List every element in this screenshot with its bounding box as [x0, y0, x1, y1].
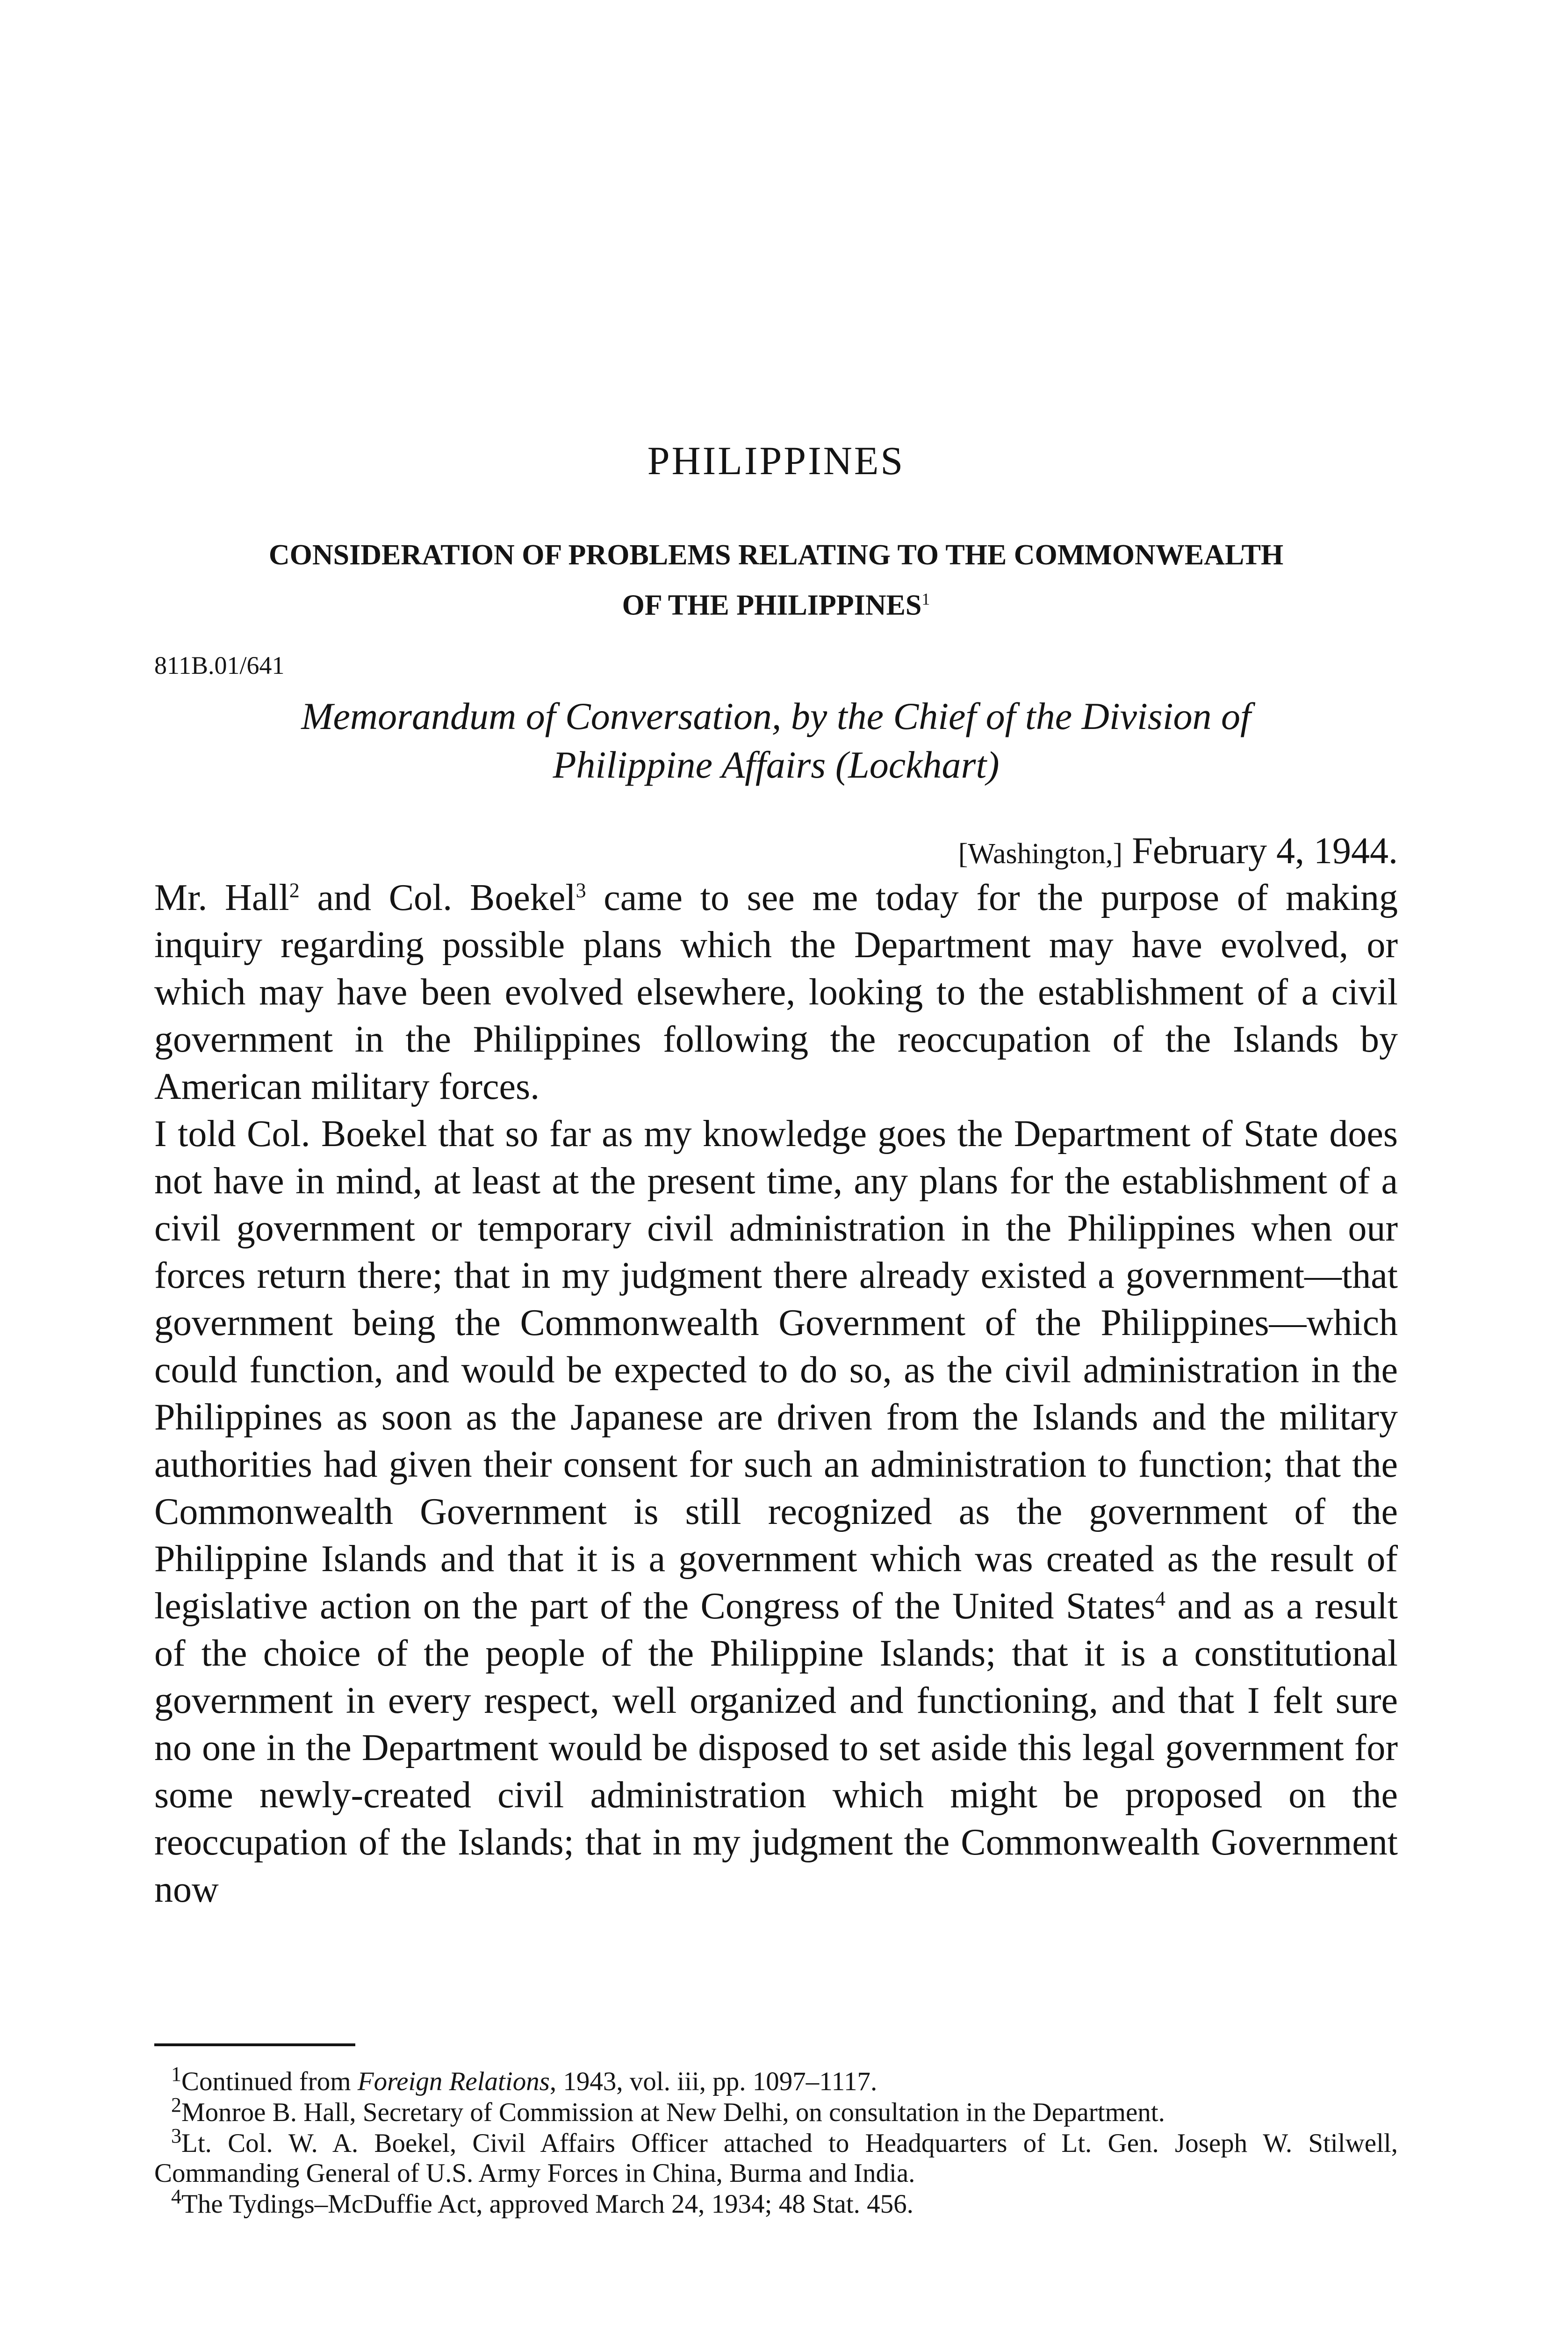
paragraph-1-part-b: and Col. Boekel: [299, 877, 576, 918]
subject-heading-line-2: [154, 577, 1398, 628]
footnote-4-text: The Tydings–McDuffie Act, approved March 24, 1934; 48 Stat. 456.: [181, 2189, 913, 2219]
paragraph-1: [154, 874, 1398, 1111]
dateline-date: February 4, 1944.: [1132, 830, 1398, 872]
footnote-divider: [154, 2043, 355, 2046]
footnote-4: [154, 2185, 1398, 2219]
footnote-4-marker: 4: [171, 2185, 181, 2208]
footnote-1: [154, 2063, 1398, 2097]
footnote-3-text: Lt. Col. W. A. Boekel, Civil Affairs Officer attached to Headquarters of Lt. Gen. Joseph W. Stilwell, Commanding General of U.S. Army Forces in China, Burma and India.: [154, 2129, 1398, 2188]
footnote-1-italic: Foreign Relations: [357, 2067, 550, 2096]
footnote-ref-4: 4: [1155, 1587, 1166, 1610]
dateline-place: [Washington,]: [958, 838, 1123, 870]
document-title-line-2: Philippine Affairs (Lockhart): [553, 743, 1000, 786]
section-title: PHILIPPINES: [647, 438, 905, 483]
paragraph-2-part-b: and as a result of the choice of the people of the Philippine Islands; that it is a constitutional government in every respect, well organized and functioning, and that I felt sure no one in the Department would be disposed to set aside this legal government for some newly-created civil administration which might be proposed on the reoccupation of the Islands; that in my judgment the Commonwealth Government now: [154, 1586, 1398, 1910]
footnote-ref-3: 3: [575, 879, 586, 902]
footnote-3-marker: 3: [171, 2124, 181, 2147]
footnote-ref-2: 2: [289, 879, 300, 902]
document-title-line-1: Memorandum of Conversation, by the Chief of the Division of: [301, 695, 1251, 737]
footnote-1-text: Continued from: [181, 2067, 358, 2096]
paragraph-2: [154, 1111, 1398, 1913]
footnote-1-marker: 1: [171, 2063, 181, 2085]
footnote-1-text-after: , 1943, vol. iii, pp. 1097–1117.: [549, 2067, 878, 2096]
subject-heading-line-1: CONSIDERATION OF PROBLEMS RELATING TO THE COMMONWEALTH: [268, 539, 1284, 571]
footnote-2-marker: 2: [171, 2093, 181, 2116]
subject-heading-line-2-text: OF THE PHILIPPINES: [622, 589, 922, 621]
subject-heading: [154, 533, 1398, 628]
body-text: [154, 874, 1398, 1913]
footnote-2-text: Monroe B. Hall, Secretary of Commission at New Delhi, on consultation in the Department.: [181, 2098, 1165, 2127]
paragraph-1-part-a: Mr. Hall: [154, 877, 289, 918]
dateline: [154, 830, 1398, 873]
paragraph-1-part-c: came to see me today for the purpose of making inquiry regarding possible plans which the Department may have evolved, or which may have been evolved elsewhere, looking to the establishment of a civil government in the Philippines following the reoccupation of the Islands by American military forces.: [154, 877, 1398, 1107]
footnote-2: [154, 2093, 1398, 2128]
document-title: [154, 692, 1398, 789]
footnote-ref-1: 1: [921, 590, 930, 608]
paragraph-2-part-a: I told Col. Boekel that so far as my knowledge goes the Department of State does not have in mind, at least at the present time, any plans for the establishment of a civil government or temporary civil administration in the Philippines when our forces return there; that in my judgment there already existed a government—that government being the Commonwealth Government of the Philippines—which could function, and would be expected to do so, as the civil administration in the Philippines as soon as the Japanese are driven from the Islands and the military authorities had given their consent for such an administration to function; that the Commonwealth Government is still recognized as the government of the Philippine Islands and that it is a government which was created as the result of legislative action on the part of the Congress of the United States: [154, 1113, 1398, 1627]
footnotes: [154, 2063, 1398, 2220]
file-number: 811B.01/641: [154, 651, 285, 679]
footnote-3: [154, 2124, 1398, 2188]
